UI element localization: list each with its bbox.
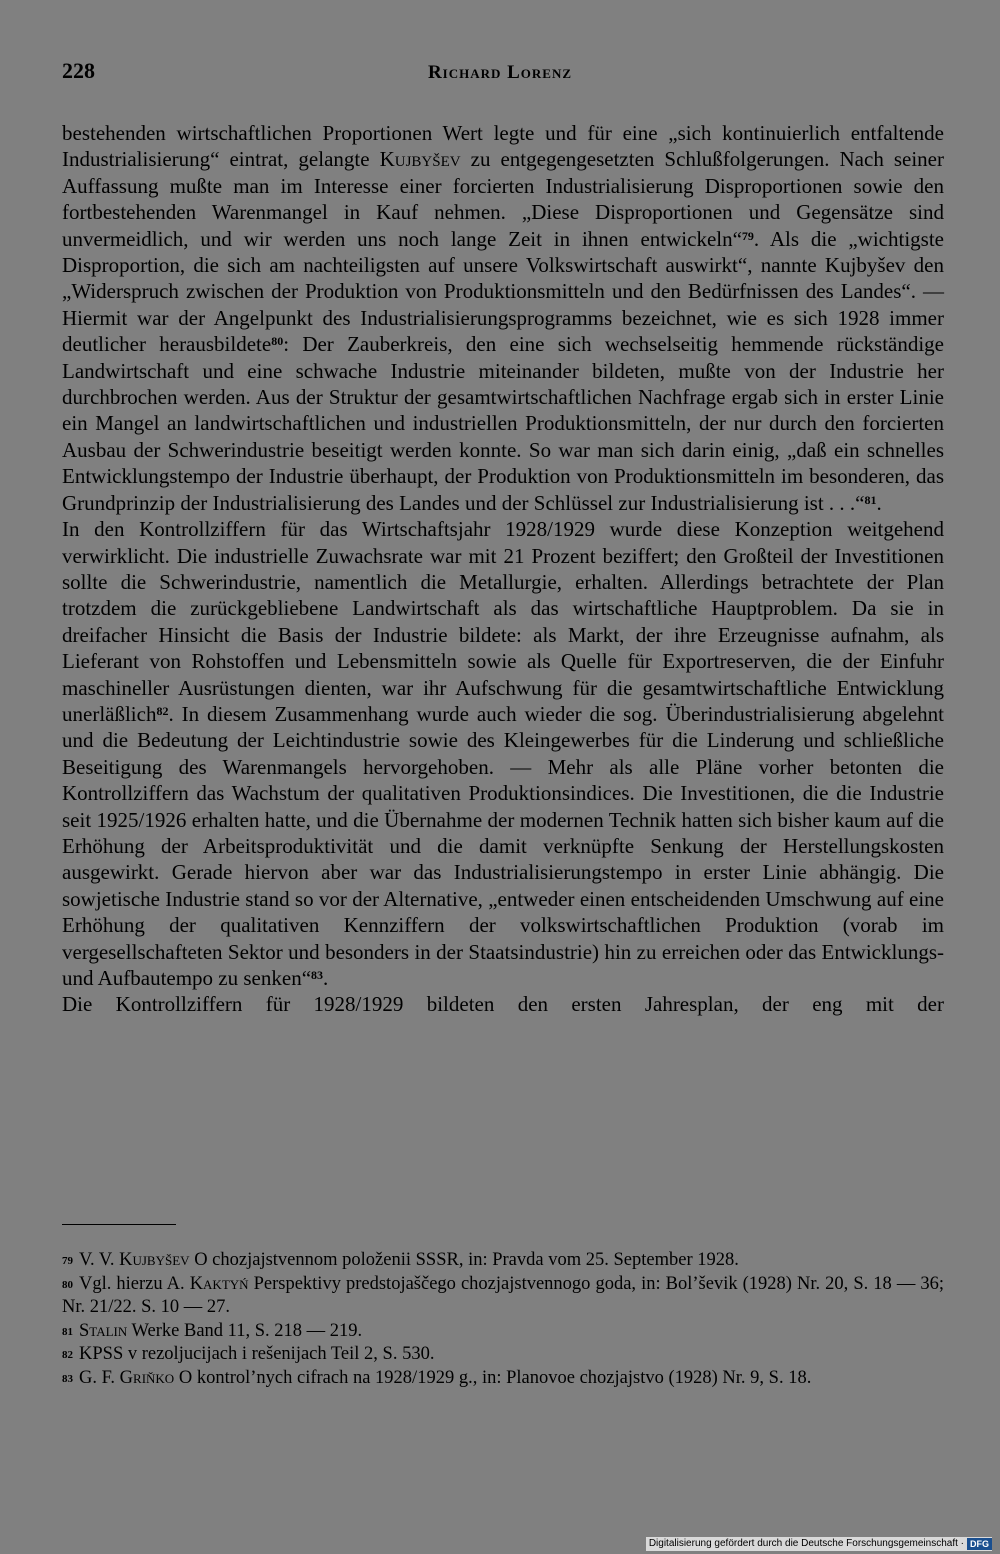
credit-text: Digitalisierung gefördert durch die Deutsche Forschungsgemeinschaft · bbox=[648, 1538, 964, 1549]
footnote-number: 83 bbox=[62, 1372, 73, 1385]
paragraph bbox=[62, 120, 944, 516]
digitization-credit[interactable] bbox=[646, 1537, 992, 1551]
text-run: In den Kontrollziffern für das Wirtschaftsjahr 1928/1929 wurde diese Konzeption weitgehend verwirklicht. Die industrielle Zuwachsrate war mit 21 Prozent beziffert; den Großteil der Investitionen sollte die Schwerindustrie, namentlich die Metallurgie, erhalten. Allerdings betrachtete der Plan trotzdem die zurückgebliebene Landwirtschaft als das wirtschaftliche Hauptproblem. Da sie in dreifacher Hinsicht die Basis der Industrie bildete: als Markt, der ihre Erzeugnisse aufnahm, als Lieferant von Rohstoffen und Lebensmitteln sowie als Quelle für Exportreserven, die der Einfuhr maschineller Ausrüstungen dienten, war ihr Aufschwung für die gesamtwirtschaftliche Entwicklung unerläßlich bbox=[62, 517, 944, 726]
paragraph bbox=[62, 991, 944, 1017]
footnote-text: KPSS v rezoljucijach i rešenijach Teil 2, S. 530. bbox=[79, 1344, 435, 1364]
footnotes bbox=[62, 1249, 944, 1390]
dfg-logo-icon: DFG bbox=[967, 1538, 992, 1550]
author-name: Kujbyšev bbox=[119, 1250, 190, 1270]
footnote-text: O chozjajstvennom položenii SSSR, in: Pravda vom 25. September 1928. bbox=[189, 1250, 739, 1270]
text-run: Die Kontrollziffern für 1928/1929 bildeten den ersten Jahresplan, der eng mit der bbox=[62, 992, 944, 1017]
text-run: : Der Zauberkreis, den eine sich wechselseitig hemmende rückständige Landwirtschaft und eine schwache Industrie miteinander bildeten, mußte von der Industrie her durchbrochen werden. Aus der Struktur der gesamtwirtschaftlichen Nachfrage ergab sich in erster Linie ein Mangel an landwirtschaftlichen und industriellen Produktionsmitteln, der nur durch den forcierten Ausbau der Schwerindustrie beseitigt werden konnte. So war man sich darin einig, „daß ein schnelles Entwicklungstempo der Industrie überhaupt, der Produktion von Produktionsmitteln im besonderen, das Grundprinzip der Industrialisierung des Landes und der Schlüssel zur Industrialisierung ist . . .“ bbox=[62, 332, 944, 515]
footnote bbox=[62, 1249, 944, 1273]
footnote-ref[interactable]: 82 bbox=[156, 703, 169, 718]
footnote-number: 79 bbox=[62, 1255, 73, 1267]
footnote-ref[interactable]: 79 bbox=[741, 228, 754, 243]
footnote-text: G. F. bbox=[79, 1367, 120, 1388]
footnote bbox=[62, 1367, 944, 1391]
author-name: Kaktyń bbox=[189, 1273, 249, 1294]
footnote-text: Perspektivy predstojaščego chozjajstvennogo goda, in: Bol’ševik (1928) Nr. 20, S. 18 — 36; Nr. 21/22. S. 10 — 27. bbox=[62, 1273, 944, 1317]
footnote bbox=[62, 1320, 944, 1344]
footnote bbox=[62, 1343, 944, 1367]
footnote-number: 81 bbox=[62, 1325, 73, 1338]
footnote-divider bbox=[62, 1224, 176, 1225]
text-run: bestehenden wirtschaftlichen Proportionen Wert legte und für eine „sich kontinuierlich entfaltende Industrialisierung“ eintrat, gelangte bbox=[62, 121, 944, 172]
footnote-number: 80 bbox=[62, 1278, 73, 1291]
footnote-ref[interactable]: 83 bbox=[311, 968, 324, 982]
footnote-text: Werke Band 11, S. 218 — 219. bbox=[127, 1320, 363, 1341]
text-run: . bbox=[876, 490, 882, 515]
text-run: zu entgegengesetzten Schlußfolgerungen. Nach seiner Auffassung mußte man im Interesse einer forcierten Industrialisierung Disproportionen sowie den fortbestehenden Warenmangel in Kauf nehmen. „Diese Disproportionen und Gegensätze sind unvermeidlich, und wir werden uns noch lange Zeit in ihnen entwickeln“ bbox=[62, 147, 944, 251]
footnote-ref[interactable]: 81 bbox=[864, 492, 877, 507]
page-number: 228 bbox=[62, 58, 95, 83]
author-name: Kujbyšev bbox=[379, 147, 461, 172]
text-run: . Als die „wichtigste Disproportion, die sich am nachteiligsten auf unsere Volkswirtschaft auswirkt“, nannte Kujbyšev den „Widerspruch zwischen der Produktion von Produktionsmitteln und den Bedürfnissen des Landes“. — Hiermit war der Angelpunkt des Industrialisierungsprogramms bezeichnet, wie es sich 1928 immer deutlicher herausbildete bbox=[62, 226, 944, 357]
paragraph bbox=[62, 516, 944, 991]
footnote-text: O kontrol’nych cifrach na 1928/1929 g., in: Planovoe chozjajstvo (1928) Nr. 9, S. 18. bbox=[174, 1367, 812, 1388]
text-run: . In diesem Zusammenhang wurde auch wieder die sog. Überindustrialisierung abgelehnt und die Bedeutung der Leichtindustrie sowie des Kleingewerbes für die Linderung und schließliche Beseitigung des Warenmangels hervorgehoben. — Mehr als alle Pläne vorher betonten die Kontrollziffern das Wachstum der qualitativen Produktionsindices. Die Investitionen, die die Industrie seit 1925/1926 erhalten hatte, und die Übernahme der modernen Technik hatten sich bisher kaum auf die Erhöhung der Arbeitsproduktivität und die damit verknüpfte Senkung der Herstellungskosten ausgewirkt. Gerade hiervon aber war das Industrialisierungstempo in erster Linie abhängig. Die sowjetische Industrie stand so vor der Alternative, „entweder einen entscheidenden Umschwung auf eine Erhöhung der qualitativen Kennziffern der volkswirtschaftlichen Produktion (vorab im vergesellschafteten Sektor und besonders in der Staatsindustrie) hin zu erreichen oder das Entwicklungs- und Aufbautempo zu senken“ bbox=[62, 701, 944, 990]
footnote-ref[interactable]: 80 bbox=[271, 334, 284, 349]
author-name: Stalin bbox=[79, 1320, 128, 1341]
running-head: Richard Lorenz bbox=[427, 62, 573, 83]
footnote-text: Vgl. hierzu A. bbox=[79, 1273, 190, 1294]
footnote bbox=[62, 1273, 944, 1320]
author-name: Griňko bbox=[119, 1367, 175, 1388]
body-text bbox=[62, 120, 944, 1018]
footnote-number: 82 bbox=[62, 1349, 73, 1361]
text-run: . bbox=[323, 966, 329, 990]
footnote-text: V. V. bbox=[79, 1250, 120, 1270]
